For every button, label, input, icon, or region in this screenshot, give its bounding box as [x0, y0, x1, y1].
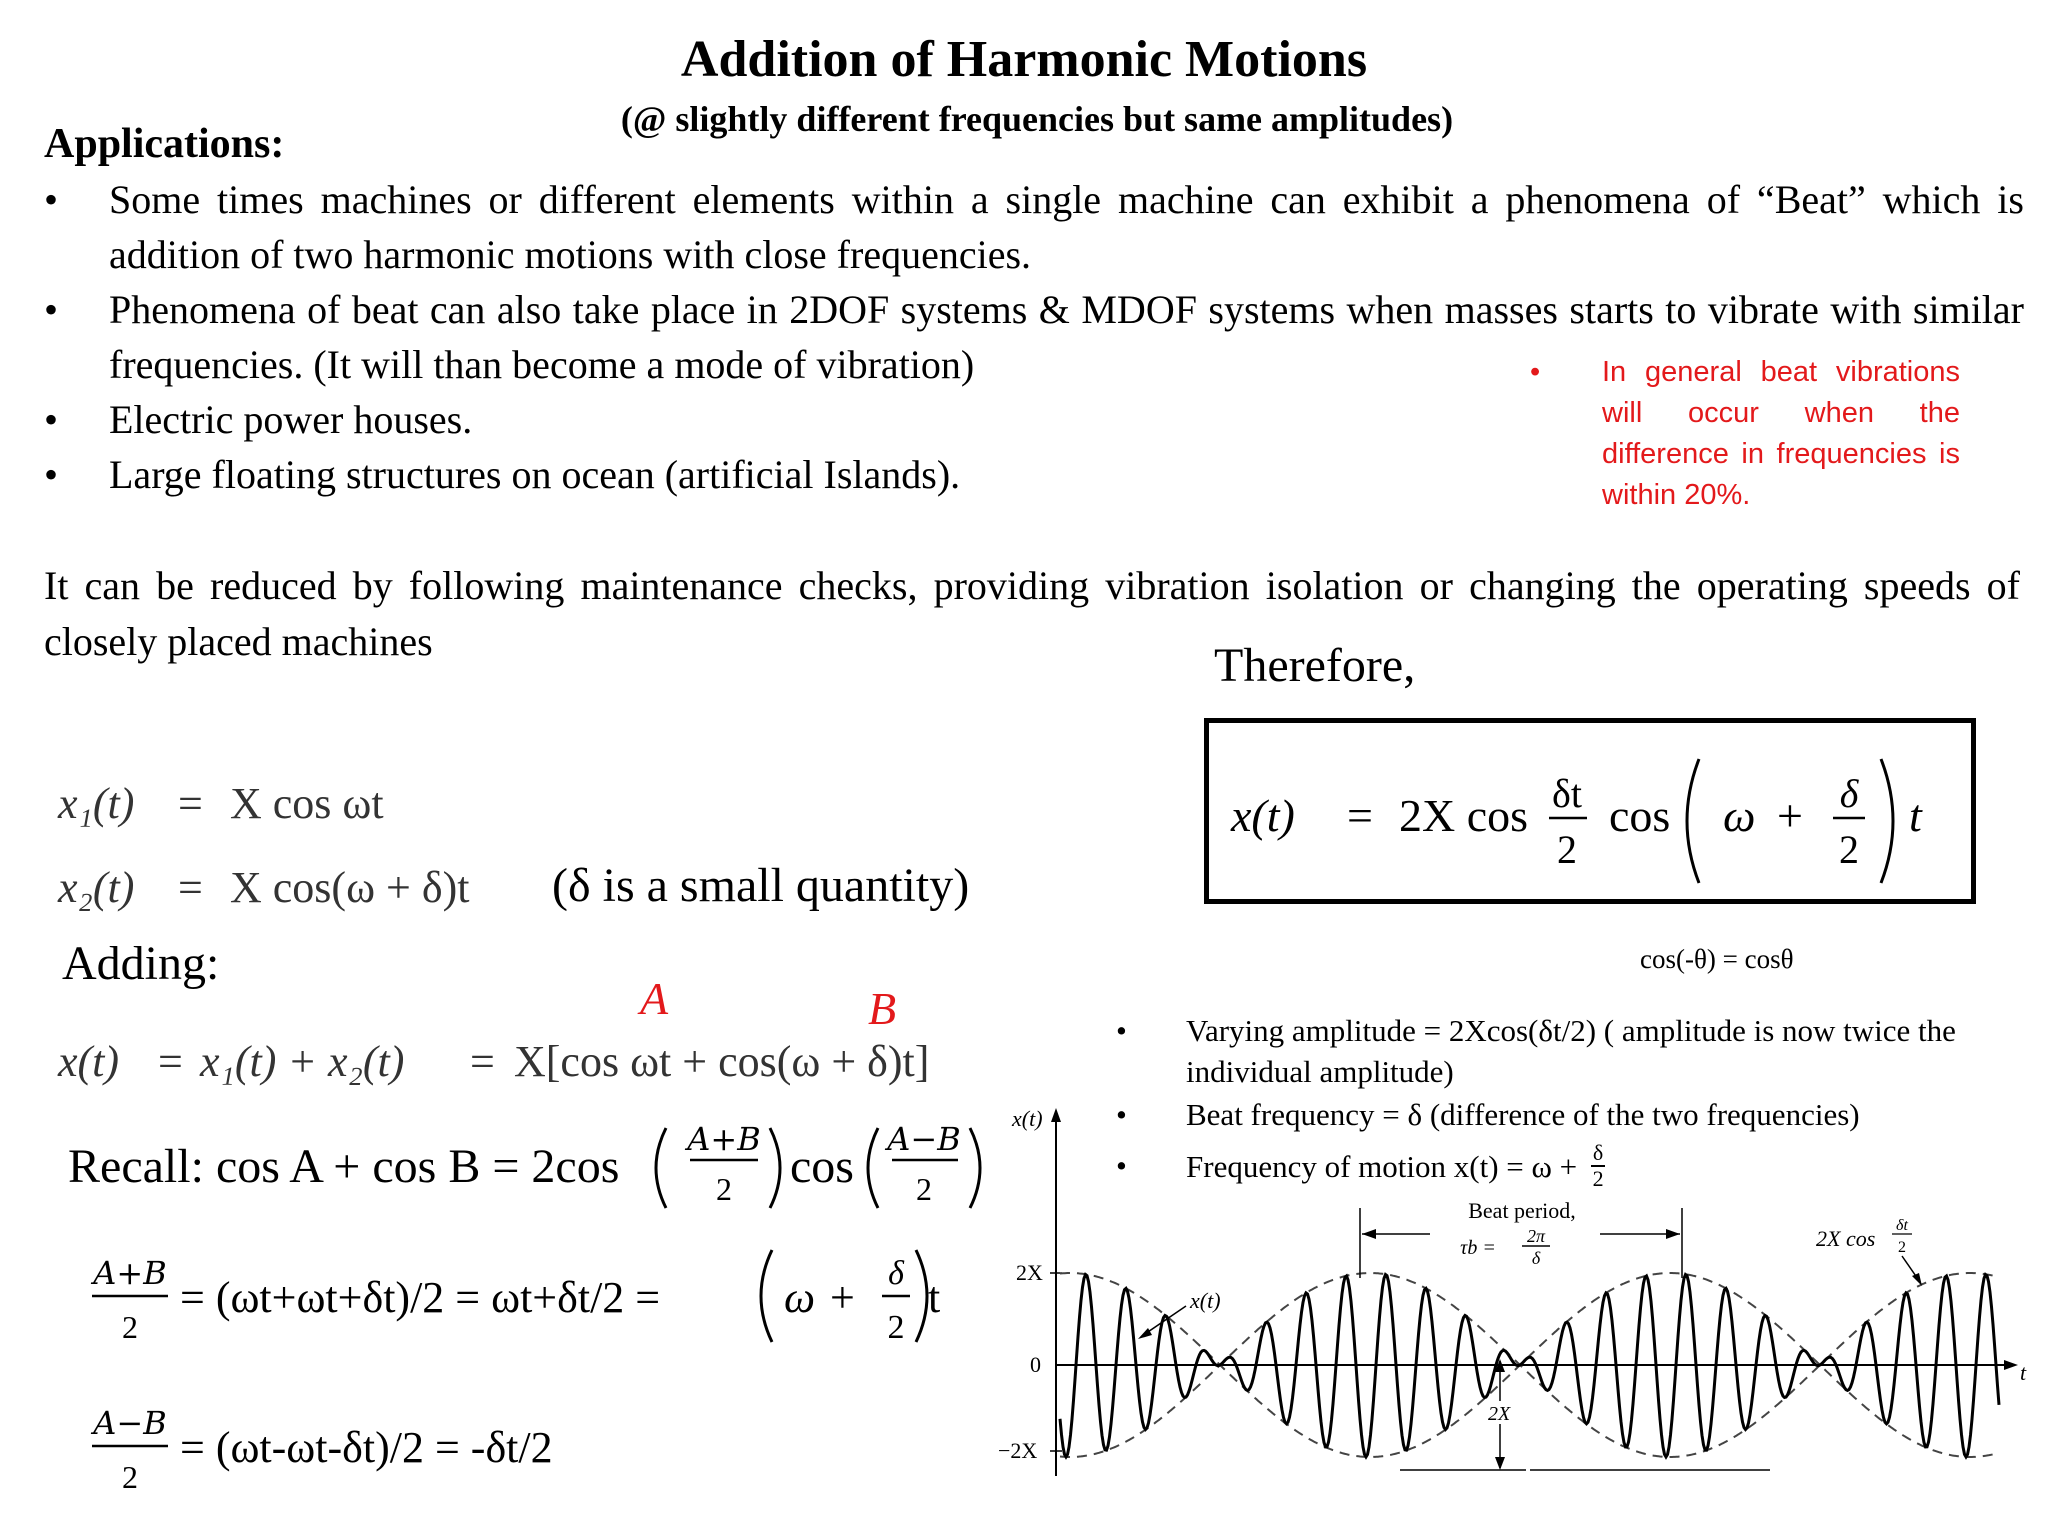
page-title: Addition of Harmonic Motions — [680, 31, 1368, 88]
eq-sign: = — [178, 779, 203, 828]
paren-left-icon — [656, 1128, 666, 1208]
summary-item — [1112, 1010, 2012, 1092]
x1-rhs: X cos ωt — [230, 779, 384, 828]
tau-label: τb = — [1460, 1237, 1496, 1259]
x2-rhs: X cos(ω + δ)t — [230, 863, 470, 912]
application-text: Some times machines or different elements within a single machine can exhibit a phenomena of “Beat” which is addition of two harmonic motions with close frequencies. — [109, 177, 2024, 277]
sum-rhs: X[cos ωt + cos(ω + δ)t] — [514, 1037, 930, 1086]
frac-den: 2 — [122, 1309, 138, 1345]
frac-num: 2π — [1526, 1226, 1546, 1246]
bullet-icon: • — [44, 452, 59, 497]
eq-t: t — [1909, 790, 1922, 841]
result-equation-box — [1204, 718, 1976, 904]
beat-threshold-note — [1530, 352, 1960, 516]
tick-label: 0 — [1030, 1352, 1041, 1377]
frac-den: 2 — [1898, 1239, 1906, 1256]
paren-right-icon — [916, 1250, 927, 1342]
frac-den: 2 — [716, 1171, 732, 1207]
paren-right-icon — [1881, 759, 1893, 883]
bullet-icon: • — [44, 177, 59, 222]
envelope-label: 2X cos — [1816, 1226, 1876, 1251]
result-equation — [1209, 723, 1981, 909]
frac-den: 2 — [122, 1459, 138, 1495]
sum-lhs: x(t) — [58, 1037, 120, 1086]
beat-graph — [990, 1096, 2030, 1486]
small-quantity-note: (δ is a small quantity) — [552, 859, 970, 912]
eq-amplitude: 2X cos — [1399, 790, 1529, 841]
applications-heading: Applications: — [44, 121, 285, 167]
frac-num: δt — [1896, 1217, 1908, 1234]
frac-den: 2 — [916, 1171, 932, 1207]
paren-left-icon — [761, 1250, 772, 1342]
frac-den: 2 — [1592, 1166, 1604, 1191]
sum-mid: x₁(t) + x₂(t) — [200, 1037, 405, 1086]
paren-left-icon — [1687, 759, 1699, 883]
eq-cos: cos — [1609, 790, 1671, 841]
paren-right-icon — [770, 1128, 780, 1208]
frac-num: δt — [1552, 771, 1582, 816]
summary-text: Frequency of motion x(t) = ω + — [1186, 1149, 1578, 1185]
frac-num: A−B — [887, 1120, 961, 1158]
y-axis-arrow-icon — [1051, 1108, 1061, 1122]
bullet-icon: • — [1116, 1148, 1127, 1183]
eq-lhs: x(t) — [1231, 790, 1295, 841]
eq-omega: ω — [1723, 790, 1756, 841]
summary-text: Beat frequency = δ (difference of the two frequencies) — [1186, 1097, 1860, 1132]
frac-num: A−B — [93, 1404, 167, 1442]
paren-left-icon — [868, 1128, 878, 1208]
x2-lhs: x₂(t) — [58, 863, 135, 912]
plus-symbol: + — [830, 1273, 855, 1322]
bullet-icon: • — [1530, 356, 1541, 388]
eq-sign: = — [178, 863, 203, 912]
arrow-down-icon — [1495, 1457, 1505, 1470]
frac-num: δ — [1592, 1140, 1604, 1165]
tick-label: −2X — [998, 1438, 1038, 1463]
therefore-label: Therefore, — [1214, 639, 1416, 692]
x-axis-arrow-icon — [2004, 1360, 2018, 1370]
x-axis-label: t — [2020, 1360, 2027, 1385]
frac-num: A+B — [687, 1120, 761, 1158]
frac-num: δ — [1839, 771, 1859, 816]
t-symbol: t — [928, 1273, 941, 1322]
eq-plus: + — [1777, 790, 1803, 841]
arrow-icon — [1138, 1328, 1152, 1339]
amplitude-marker: 2X — [1488, 1403, 1511, 1425]
eq-sign: = — [1347, 790, 1373, 841]
label-b: B — [868, 983, 897, 1034]
eq-sign: = — [470, 1037, 495, 1086]
application-text: Electric power houses. — [109, 397, 473, 442]
frac-den: 2 — [887, 1309, 905, 1346]
application-text: Large floating structures on ocean (artificial Islands). — [109, 452, 961, 497]
tick-label: 2X — [1016, 1260, 1043, 1285]
reduction-paragraph: It can be reduced by following maintenance checks, providing vibration isolation or changing the operating speeds of closely placed machines — [44, 563, 2020, 664]
curve-label: x(t) — [1190, 1288, 1221, 1313]
bullet-icon: • — [1116, 1013, 1127, 1048]
recall-cos: cos — [790, 1140, 854, 1193]
bullet-icon: • — [44, 287, 59, 332]
bullet-icon: • — [1116, 1097, 1127, 1132]
recall-text: Recall: cos A + cos B = 2cos — [68, 1140, 620, 1193]
arrow-left-icon — [1362, 1229, 1376, 1239]
cos-identity: cos(-θ) = cosθ — [1640, 944, 1794, 974]
apb-expression: = (ωt+ωt+δt)/2 = ωt+δt/2 = — [180, 1273, 661, 1322]
arrow-right-icon — [1666, 1229, 1680, 1239]
frac-num: A+B — [93, 1254, 167, 1292]
amb-expression: = (ωt-ωt-δt)/2 = -δt/2 — [180, 1423, 553, 1472]
y-axis-label: x(t) — [1012, 1106, 1043, 1131]
frac-den: 2 — [1557, 827, 1577, 872]
frac-den: 2 — [1839, 827, 1859, 872]
application-text: Phenomena of beat can also take place in 2DOF systems & MDOF systems when masses starts to vibrate with similar frequencies. (It will than become a mode of vibration) — [109, 287, 2024, 387]
beat-period-label: Beat period, — [1468, 1198, 1576, 1223]
omega-symbol: ω — [784, 1273, 816, 1322]
frac-num: δ — [888, 1255, 904, 1292]
derivation-equations — [0, 0, 1000, 1536]
x1-lhs: x₁(t) — [58, 779, 135, 828]
beat-threshold-text: In general beat vibrations will occur when the difference in frequencies is within 20%. — [1602, 356, 1960, 511]
page-subtitle: (@ slightly different frequencies but same amplitudes) — [620, 99, 1454, 139]
summary-text: Varying amplitude = 2Xcos(δt/2) ( amplitude is now twice the individual amplitude) — [1186, 1013, 1956, 1089]
label-a: A — [640, 973, 669, 1024]
eq-sign: = — [158, 1037, 183, 1086]
paren-right-icon — [970, 1128, 980, 1208]
arrow-icon — [1912, 1273, 1922, 1286]
adding-label: Adding: — [62, 937, 220, 990]
frac-den: δ — [1531, 1248, 1541, 1268]
bullet-icon: • — [44, 397, 59, 442]
